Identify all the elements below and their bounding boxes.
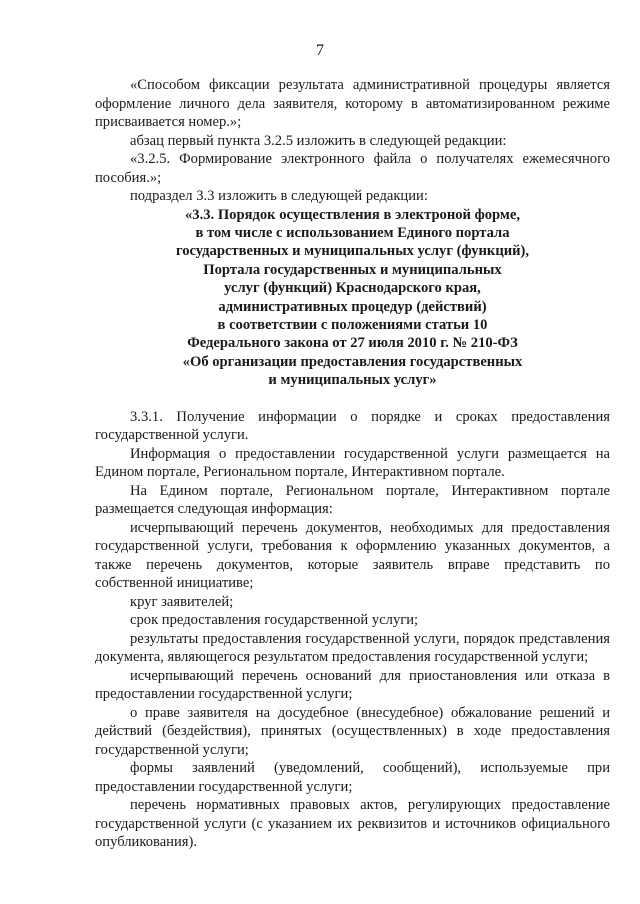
heading-line: «Об организации предоставления государственных xyxy=(182,353,523,370)
paragraph: круг заявителей; xyxy=(130,593,234,610)
paragraph: «Способом фиксации результата административной процедуры является оформление личного дела заявителя, которому в автоматизированном режиме присваивается номер.»; xyxy=(95,77,610,130)
heading-line: «3.3. Порядок осуществления в электроной форме, xyxy=(185,206,520,223)
heading-line: Портала государственных и муниципальных xyxy=(203,261,502,278)
heading-line: административных процедур (действий) xyxy=(218,298,487,315)
paragraph: о праве заявителя на досудебное (внесудебное) обжалование решений и действий (бездействия), принятых (осуществленных) в ходе предоставления государственной услуги; xyxy=(95,704,610,758)
spacer xyxy=(95,390,610,408)
paragraph: исчерпывающий перечень документов, необходимых для предоставления государственной услуги, требования к оформлению указанных документов, а также перечень документов, которые заявитель вправе представить по собственной инициативе; xyxy=(95,519,610,592)
heading-line: услуг (функций) Краснодарского края, xyxy=(224,280,481,297)
paragraph: 3.3.1. Получение информации о порядке и сроках предоставления государственной услуги. xyxy=(95,408,610,444)
paragraph: Информация о предоставлении государственной услуги размещается на Едином портале, Региональном портале, Интерактивном портале. xyxy=(95,445,610,481)
paragraph: перечень нормативных правовых актов, регулирующих предоставление государственной услуги (с указанием их реквизитов и источников официального опубликования). xyxy=(95,797,610,851)
heading-line: государственных и муниципальных услуг (функций), xyxy=(175,243,530,260)
paragraph: абзац первый пункта 3.2.5 изложить в следующей редакции: xyxy=(130,132,507,149)
document-body xyxy=(95,76,610,852)
paragraph: результаты предоставления государственной услуги, порядок представления документа, являющегося результатом предоставления государственной услуги; xyxy=(95,630,610,666)
heading-line: Федерального закона от 27 июля 2010 г. № 210-ФЗ xyxy=(187,335,518,352)
paragraph: исчерпывающий перечень оснований для приостановления или отказа в предоставлении государственной услуги; xyxy=(95,667,610,703)
paragraph: «3.2.5. Формирование электронного файла о получателях ежемесячного пособия.»; xyxy=(95,151,610,186)
page-number: 7 xyxy=(316,42,324,59)
paragraph: На Едином портале, Региональном портале, Интерактивном портале размещается следующая информация: xyxy=(95,482,610,518)
paragraph: формы заявлений (уведомлений, сообщений), используемые при предоставлении государственной услуги; xyxy=(95,760,610,795)
heading-line: и муниципальных услуг» xyxy=(268,372,437,389)
heading-line: в том числе с использованием Единого портала xyxy=(195,224,510,241)
paragraph: срок предоставления государственной услуги; xyxy=(130,612,419,629)
heading-line: в соответствии с положениями статьи 10 xyxy=(217,316,488,333)
section-heading xyxy=(95,206,610,390)
paragraph: подраздел 3.3 изложить в следующей редакции: xyxy=(130,188,428,204)
